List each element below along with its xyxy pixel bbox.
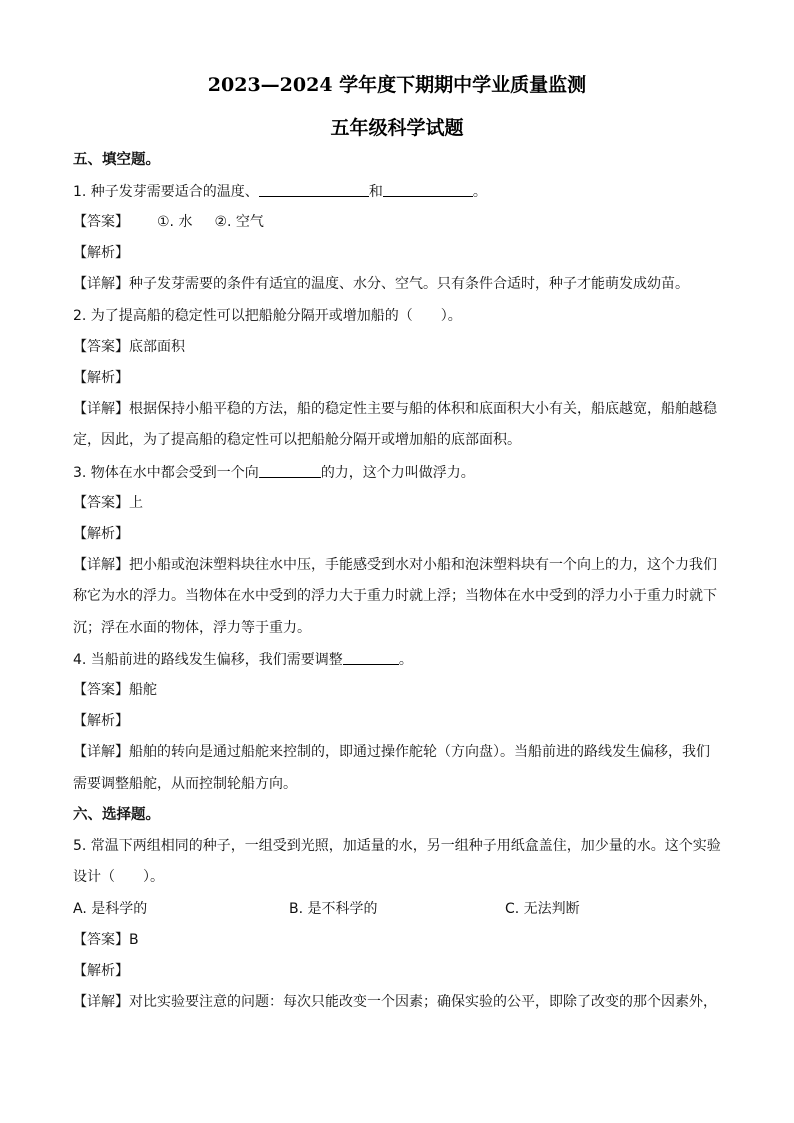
page-title: 2023—2024 学年度下期期中学业质量监测 — [207, 74, 587, 96]
detail-2-line-1: 【详解】根据保持小船平稳的方法，船的稳定性主要与船的体积和底面积大小有关，船底越宽，船舶越稳 — [73, 401, 717, 417]
page-subtitle: 五年级科学试题 — [330, 117, 464, 139]
detail-3-line-1: 【详解】把小船或泡沫塑料块往水中压，手能感受到水对小船和泡沫塑料块有一个向上的力，这个力我们 — [73, 557, 717, 573]
question-1: 1. 种子发芽需要适合的温度、 和 。 — [73, 181, 723, 202]
answer-blank — [343, 649, 399, 665]
option-c: C. 无法判断 — [505, 901, 580, 917]
question-3: 3. 物体在水中都会受到一个向 的力，这个力叫做浮力。 — [73, 462, 723, 483]
answer-1-part-2: ②. 空气 — [214, 214, 264, 230]
analysis-5: 【解析】 — [73, 963, 129, 979]
detail-2-line-2: 定，因此，为了提高船的稳定性可以把船舱分隔开或增加船的底部面积。 — [73, 432, 521, 448]
question-4: 4. 当船前进的路线发生偏移，我们需要调整 。 — [73, 649, 723, 670]
answer-5: 【答案】B — [73, 932, 139, 948]
detail-4-line-1: 【详解】船舶的转向是通过船舵来控制的，即通过操作舵轮（方向盘）。当船前进的路线发生偏移，我们 — [73, 744, 710, 760]
section-heading-choice: 六、选择题。 — [73, 807, 160, 823]
answer-1: 【答案】 ①. 水 ②. 空气 — [73, 214, 264, 230]
option-a: A. 是科学的 — [73, 901, 148, 917]
answer-1-part-1: ①. 水 — [157, 214, 193, 230]
question-5-line-1: 5. 常温下两组相同的种子，一组受到光照，加适量的水，另一组种子用纸盒盖住，加少量的水。这个实验 — [73, 838, 721, 854]
analysis-3: 【解析】 — [73, 526, 129, 542]
question-2: 2. 为了提高船的稳定性可以把船舱分隔开或增加船的（ ）。 — [73, 308, 462, 324]
section-heading-fill-in: 五、填空题。 — [73, 152, 160, 168]
analysis-4: 【解析】 — [73, 713, 129, 729]
answer-4: 【答案】船舵 — [73, 682, 157, 698]
answer-blank — [259, 462, 321, 478]
detail-3-line-2: 称它为水的浮力。当物体在水中受到的浮力大于重力时就上浮；当物体在水中受到的浮力小于重力时就下 — [73, 588, 717, 604]
detail-5-line-1: 【详解】对比实验要注意的问题：每次只能改变一个因素；确保实验的公平，即除了改变的那个因素外， — [73, 994, 717, 1010]
analysis-2: 【解析】 — [73, 370, 129, 386]
question-1-stem: 1. 种子发芽需要适合的温度、 — [73, 184, 259, 200]
question-5-line-2: 设计（ ）。 — [73, 869, 164, 885]
analysis-1: 【解析】 — [73, 245, 129, 261]
answer-2: 【答案】底部面积 — [73, 339, 185, 355]
detail-3-line-3: 沉；浮在水面的物体，浮力等于重力。 — [73, 620, 311, 636]
detail-4-line-2: 需要调整船舵，从而控制轮船方向。 — [73, 776, 297, 792]
answer-blank — [383, 181, 473, 197]
detail-1: 【详解】种子发芽需要的条件有适宜的温度、水分、空气。只有条件合适时，种子才能萌发成幼苗。 — [73, 276, 689, 292]
option-b: B. 是不科学的 — [289, 901, 378, 917]
answer-3: 【答案】上 — [73, 495, 143, 511]
answer-blank — [259, 181, 369, 197]
